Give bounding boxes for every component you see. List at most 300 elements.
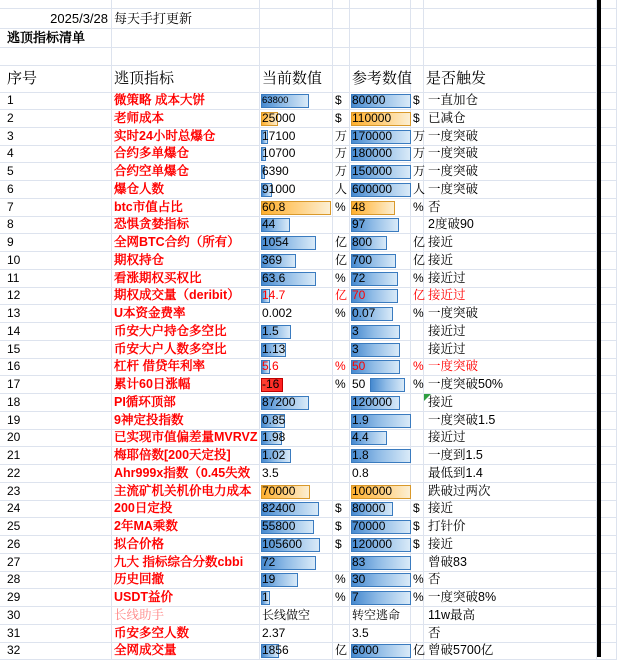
cell-current-value[interactable] — [260, 181, 333, 199]
cell-reference-value[interactable] — [350, 323, 411, 341]
cell-reference-value[interactable] — [350, 554, 411, 572]
cell-indicator-name[interactable] — [112, 110, 260, 128]
cell-current-value[interactable] — [260, 341, 333, 359]
cell-reference-value[interactable] — [350, 500, 411, 518]
cell-current-unit[interactable] — [333, 642, 350, 660]
blank-cell[interactable] — [350, 48, 411, 66]
cell-indicator-name[interactable] — [112, 625, 260, 643]
cell-index-text: 12 — [7, 288, 21, 303]
cell-reference-value[interactable] — [350, 341, 411, 359]
cell-indicator-name[interactable] — [112, 394, 260, 412]
cell-reference-unit[interactable] — [411, 554, 424, 572]
cell-trigger-status[interactable] — [424, 287, 597, 305]
cell-trigger-status[interactable] — [424, 145, 597, 163]
update-date-cell[interactable] — [0, 9, 112, 29]
cell-indicator-name[interactable] — [112, 234, 260, 252]
cell-current-value[interactable] — [260, 234, 333, 252]
cell-index[interactable] — [0, 500, 112, 518]
cell-reference-value[interactable] — [350, 394, 411, 412]
cell-indicator-name[interactable] — [112, 323, 260, 341]
cell-reference-value[interactable] — [350, 163, 411, 181]
cell-reference-value[interactable] — [350, 625, 411, 643]
cell-reference-value[interactable] — [350, 270, 411, 288]
cell-reference-unit[interactable] — [411, 252, 424, 270]
cell-indicator-name-text: 老师成本 — [114, 110, 165, 125]
table-row — [0, 358, 621, 376]
cell-current-value[interactable] — [260, 447, 333, 465]
blank-cell[interactable] — [333, 29, 350, 48]
cell-reference-value-text: 4.4 — [352, 430, 369, 445]
cell-current-value[interactable] — [260, 607, 333, 625]
cell-trigger-status[interactable] — [424, 199, 597, 217]
cell-reference-value[interactable] — [350, 358, 411, 376]
cell-trigger-status-text: 一度突破 — [428, 164, 479, 178]
cell-current-unit[interactable] — [333, 447, 350, 465]
cell-current-value[interactable] — [260, 412, 333, 430]
cell-current-value-text: 1 — [262, 590, 269, 604]
cell-trigger-status-text: 一度到1.5 — [428, 448, 483, 462]
cell-reference-unit[interactable] — [411, 305, 424, 323]
cell-reference-value[interactable] — [350, 571, 411, 589]
cell-trigger-status-text: 否 — [428, 625, 441, 640]
table-row — [0, 607, 621, 625]
cell-trigger-status[interactable] — [424, 358, 597, 376]
cell-index[interactable] — [0, 376, 112, 394]
cell-index[interactable] — [0, 554, 112, 572]
cell-reference-unit[interactable] — [411, 323, 424, 341]
cell-current-unit[interactable] — [333, 554, 350, 572]
cell-reference-unit-text: $ — [413, 519, 420, 533]
cell-reference-unit[interactable] — [411, 500, 424, 518]
cell-indicator-name[interactable] — [112, 571, 260, 589]
blank-cell[interactable] — [424, 9, 597, 29]
cell-indicator-name-text: 杠杆 借贷年利率 — [114, 359, 205, 374]
cell-current-value[interactable] — [260, 358, 333, 376]
cell-reference-value[interactable] — [350, 518, 411, 536]
cell-indicator-name[interactable] — [112, 145, 260, 163]
cell-reference-value-text: 80000 — [352, 501, 386, 516]
cell-reference-unit[interactable] — [411, 270, 424, 288]
cell-reference-unit[interactable] — [411, 465, 424, 483]
cell-trigger-status[interactable] — [424, 234, 597, 252]
cell-trigger-status-text: 接近 — [428, 501, 454, 516]
blank-cell[interactable] — [424, 0, 597, 9]
cell-indicator-name[interactable] — [112, 412, 260, 430]
cell-trigger-status[interactable] — [424, 216, 597, 234]
cell-current-unit[interactable] — [333, 181, 350, 199]
cell-indicator-name[interactable] — [112, 518, 260, 536]
cell-current-value[interactable] — [260, 128, 333, 146]
cell-current-value[interactable] — [260, 625, 333, 643]
blank-cell[interactable] — [260, 29, 333, 48]
cell-current-value[interactable] — [260, 323, 333, 341]
cell-index-text: 10 — [7, 252, 21, 267]
cell-current-value[interactable] — [260, 500, 333, 518]
cell-index[interactable] — [0, 323, 112, 341]
cell-index-text: 27 — [7, 554, 21, 569]
cell-reference-unit[interactable] — [411, 110, 424, 128]
column-header-trigger[interactable] — [424, 66, 597, 93]
cell-reference-value[interactable] — [350, 92, 411, 110]
cell-current-value[interactable] — [260, 554, 333, 572]
cell-trigger-status[interactable] — [424, 181, 597, 199]
blank-row — [0, 48, 621, 66]
cell-trigger-status[interactable] — [424, 163, 597, 181]
cell-reference-unit[interactable] — [411, 536, 424, 554]
blank-cell[interactable] — [424, 29, 597, 48]
cell-reference-value[interactable] — [350, 483, 411, 501]
column-header-current[interactable] — [260, 66, 333, 93]
cell-reference-unit[interactable] — [411, 234, 424, 252]
cell-trigger-status[interactable] — [424, 607, 597, 625]
cell-current-unit[interactable] — [333, 607, 350, 625]
cell-current-value[interactable] — [260, 92, 333, 110]
cell-reference-value[interactable] — [350, 412, 411, 430]
cell-index[interactable] — [0, 305, 112, 323]
cell-indicator-name[interactable] — [112, 358, 260, 376]
cell-current-unit[interactable] — [333, 358, 350, 376]
cell-trigger-status[interactable] — [424, 554, 597, 572]
cell-index[interactable] — [0, 394, 112, 412]
table-row — [0, 110, 621, 128]
blank-cell[interactable] — [411, 48, 424, 66]
blank-cell[interactable] — [0, 0, 112, 9]
cell-index[interactable] — [0, 252, 112, 270]
cell-reference-unit[interactable] — [411, 92, 424, 110]
cell-current-value[interactable] — [260, 110, 333, 128]
cell-reference-value-text: 72 — [352, 270, 366, 285]
cell-reference-unit[interactable] — [411, 642, 424, 660]
cell-current-unit[interactable] — [333, 270, 350, 288]
cell-index[interactable] — [0, 447, 112, 465]
cell-current-unit[interactable] — [333, 145, 350, 163]
cell-trigger-status[interactable] — [424, 252, 597, 270]
cell-index[interactable] — [0, 128, 112, 146]
cell-indicator-name[interactable] — [112, 642, 260, 660]
cell-reference-value[interactable] — [350, 181, 411, 199]
cell-reference-value[interactable] — [350, 128, 411, 146]
cell-current-unit[interactable] — [333, 341, 350, 359]
blank-cell[interactable] — [333, 48, 350, 66]
cell-reference-unit[interactable] — [411, 607, 424, 625]
cell-indicator-name-text: 合约空单爆仓 — [114, 164, 190, 178]
cell-indicator-name[interactable] — [112, 483, 260, 501]
cell-current-unit[interactable] — [333, 323, 350, 341]
cell-index-text: 26 — [7, 536, 21, 551]
cell-current-unit-text: % — [335, 377, 346, 391]
cell-indicator-name[interactable] — [112, 287, 260, 305]
cell-index[interactable] — [0, 163, 112, 181]
cell-index[interactable] — [0, 145, 112, 163]
cell-current-value[interactable] — [260, 145, 333, 163]
cell-index[interactable] — [0, 216, 112, 234]
cell-reference-unit[interactable] — [411, 571, 424, 589]
cell-index[interactable] — [0, 234, 112, 252]
cell-reference-value[interactable] — [350, 216, 411, 234]
blank-cell[interactable] — [350, 0, 411, 9]
column-header-reference[interactable] — [350, 66, 411, 93]
blank-cell[interactable] — [260, 0, 333, 9]
cell-indicator-name[interactable] — [112, 128, 260, 146]
cell-indicator-name[interactable] — [112, 181, 260, 199]
blank-cell[interactable] — [424, 48, 597, 66]
cell-current-unit[interactable] — [333, 216, 350, 234]
update-note-cell[interactable] — [112, 9, 260, 29]
cell-reference-unit[interactable] — [411, 429, 424, 447]
cell-reference-unit[interactable] — [411, 181, 424, 199]
cell-trigger-status[interactable] — [424, 571, 597, 589]
cell-trigger-status[interactable] — [424, 110, 597, 128]
cell-reference-unit[interactable] — [411, 287, 424, 305]
cell-current-value[interactable] — [260, 216, 333, 234]
cell-current-value[interactable] — [260, 429, 333, 447]
cell-current-unit[interactable] — [333, 589, 350, 607]
blank-cell[interactable] — [411, 66, 424, 93]
blank-cell[interactable] — [112, 0, 260, 9]
cell-trigger-status[interactable] — [424, 465, 597, 483]
cell-reference-value[interactable] — [350, 110, 411, 128]
cell-indicator-name[interactable] — [112, 589, 260, 607]
cell-trigger-status[interactable] — [424, 270, 597, 288]
cell-reference-value[interactable] — [350, 447, 411, 465]
cell-index-text: 16 — [7, 359, 21, 374]
cell-current-value[interactable] — [260, 465, 333, 483]
cell-index[interactable] — [0, 465, 112, 483]
data-bar-blue — [370, 378, 405, 392]
cell-reference-value[interactable] — [350, 252, 411, 270]
cell-trigger-status[interactable] — [424, 341, 597, 359]
cell-indicator-name[interactable] — [112, 536, 260, 554]
cell-current-unit[interactable] — [333, 465, 350, 483]
cell-current-unit[interactable] — [333, 110, 350, 128]
cell-current-unit[interactable] — [333, 376, 350, 394]
cell-reference-unit[interactable] — [411, 376, 424, 394]
cell-current-unit[interactable] — [333, 199, 350, 217]
blank-cell[interactable] — [350, 9, 411, 29]
cell-current-unit[interactable] — [333, 234, 350, 252]
cell-reference-unit[interactable] — [411, 128, 424, 146]
cell-index[interactable] — [0, 181, 112, 199]
blank-cell[interactable] — [333, 66, 350, 93]
blank-cell[interactable] — [411, 29, 424, 48]
cell-indicator-name[interactable] — [112, 554, 260, 572]
cell-current-unit[interactable] — [333, 394, 350, 412]
cell-reference-value[interactable] — [350, 145, 411, 163]
cell-current-unit[interactable] — [333, 287, 350, 305]
cell-index[interactable] — [0, 483, 112, 501]
cell-trigger-status[interactable] — [424, 536, 597, 554]
cell-index[interactable] — [0, 92, 112, 110]
cell-reference-unit[interactable] — [411, 625, 424, 643]
cell-indicator-name[interactable] — [112, 305, 260, 323]
table-row — [0, 163, 621, 181]
cell-current-unit[interactable] — [333, 536, 350, 554]
cell-current-unit[interactable] — [333, 518, 350, 536]
cell-reference-unit-text: % — [413, 199, 424, 214]
cell-trigger-status[interactable] — [424, 92, 597, 110]
cell-index[interactable] — [0, 358, 112, 376]
blank-cell[interactable] — [333, 9, 350, 29]
cell-reference-value[interactable] — [350, 234, 411, 252]
table-row — [0, 376, 621, 394]
cell-reference-value-text: 0.8 — [352, 465, 369, 480]
blank-cell[interactable] — [0, 48, 112, 66]
column-header-indicator[interactable] — [112, 66, 260, 93]
cell-trigger-status[interactable] — [424, 394, 597, 412]
cell-index[interactable] — [0, 642, 112, 660]
cell-reference-unit[interactable] — [411, 216, 424, 234]
cell-reference-value[interactable] — [350, 465, 411, 483]
cell-current-value[interactable] — [260, 571, 333, 589]
cell-indicator-name[interactable] — [112, 447, 260, 465]
cell-indicator-name[interactable] — [112, 465, 260, 483]
cell-reference-unit[interactable] — [411, 394, 424, 412]
cell-indicator-name[interactable] — [112, 500, 260, 518]
cell-index[interactable] — [0, 429, 112, 447]
cell-indicator-name[interactable] — [112, 252, 260, 270]
cell-trigger-status[interactable] — [424, 429, 597, 447]
cell-current-value[interactable] — [260, 163, 333, 181]
cell-trigger-status[interactable] — [424, 483, 597, 501]
cell-current-unit[interactable] — [333, 483, 350, 501]
cell-trigger-status[interactable] — [424, 589, 597, 607]
cell-index[interactable] — [0, 571, 112, 589]
cell-indicator-name[interactable] — [112, 607, 260, 625]
cell-index[interactable] — [0, 412, 112, 430]
cell-index[interactable] — [0, 110, 112, 128]
blank-cell[interactable] — [112, 48, 260, 66]
cell-current-unit[interactable] — [333, 625, 350, 643]
cell-current-unit[interactable] — [333, 412, 350, 430]
cell-current-unit[interactable] — [333, 429, 350, 447]
cell-index[interactable] — [0, 518, 112, 536]
cell-current-value[interactable] — [260, 394, 333, 412]
cell-current-value-text: 369 — [262, 252, 283, 267]
cell-reference-unit[interactable] — [411, 163, 424, 181]
cell-indicator-name[interactable] — [112, 429, 260, 447]
cell-trigger-status[interactable] — [424, 305, 597, 323]
cell-reference-value-text: 70 — [352, 288, 366, 303]
cell-current-value[interactable] — [260, 199, 333, 217]
cell-current-unit[interactable] — [333, 252, 350, 270]
cell-reference-value[interactable] — [350, 429, 411, 447]
cell-reference-value[interactable] — [350, 287, 411, 305]
cell-reference-value[interactable] — [350, 642, 411, 660]
cell-index-text: 13 — [7, 306, 21, 320]
cell-current-value[interactable] — [260, 305, 333, 323]
table-row — [0, 287, 621, 305]
cell-reference-unit[interactable] — [411, 589, 424, 607]
cell-indicator-name[interactable] — [112, 376, 260, 394]
cell-index[interactable] — [0, 589, 112, 607]
cell-trigger-status[interactable] — [424, 323, 597, 341]
cell-reference-unit[interactable] — [411, 447, 424, 465]
table-row — [0, 145, 621, 163]
cell-current-value[interactable] — [260, 536, 333, 554]
cell-trigger-status[interactable] — [424, 518, 597, 536]
cell-reference-unit[interactable] — [411, 341, 424, 359]
cell-indicator-name[interactable] — [112, 341, 260, 359]
blank-cell[interactable] — [260, 9, 333, 29]
cell-reference-unit[interactable] — [411, 518, 424, 536]
blank-cell[interactable] — [411, 9, 424, 29]
cell-trigger-status[interactable] — [424, 625, 597, 643]
cell-trigger-status[interactable] — [424, 447, 597, 465]
cell-reference-value[interactable] — [350, 376, 411, 394]
cell-reference-unit[interactable] — [411, 483, 424, 501]
cell-current-value[interactable] — [260, 287, 333, 305]
cell-trigger-status[interactable] — [424, 376, 597, 394]
cell-index[interactable] — [0, 536, 112, 554]
cell-indicator-name[interactable] — [112, 216, 260, 234]
cell-reference-value[interactable] — [350, 305, 411, 323]
cell-current-unit[interactable] — [333, 305, 350, 323]
cell-current-unit[interactable] — [333, 163, 350, 181]
cell-indicator-name-text: 九大 指标综合分数cbbi — [114, 554, 244, 569]
cell-index[interactable] — [0, 199, 112, 217]
cell-reference-value[interactable] — [350, 199, 411, 217]
blank-cell[interactable] — [260, 48, 333, 66]
cell-reference-value-text: 0.07 — [352, 306, 376, 320]
cell-index[interactable] — [0, 341, 112, 359]
cell-current-value[interactable] — [260, 518, 333, 536]
cell-reference-value[interactable] — [350, 589, 411, 607]
blank-cell[interactable] — [350, 29, 411, 48]
cell-current-value[interactable] — [260, 589, 333, 607]
blank-cell[interactable] — [333, 0, 350, 9]
table-row — [0, 465, 621, 483]
list-title-cell[interactable] — [0, 29, 112, 48]
cell-trigger-status[interactable] — [424, 642, 597, 660]
column-header-index[interactable] — [0, 66, 112, 93]
cell-current-unit[interactable] — [333, 500, 350, 518]
cell-trigger-status[interactable] — [424, 500, 597, 518]
cell-index[interactable] — [0, 287, 112, 305]
cell-indicator-name[interactable] — [112, 163, 260, 181]
cell-current-unit[interactable] — [333, 571, 350, 589]
column-header-label: 当前数值 — [262, 70, 323, 87]
cell-current-value[interactable] — [260, 252, 333, 270]
cell-trigger-status[interactable] — [424, 412, 597, 430]
cell-reference-value[interactable] — [350, 607, 411, 625]
cell-current-value[interactable] — [260, 483, 333, 501]
cell-current-unit[interactable] — [333, 92, 350, 110]
cell-current-value[interactable] — [260, 642, 333, 660]
cell-current-value[interactable] — [260, 270, 333, 288]
cell-reference-unit[interactable] — [411, 145, 424, 163]
table-row — [0, 216, 621, 234]
cell-indicator-name[interactable] — [112, 270, 260, 288]
cell-indicator-name[interactable] — [112, 92, 260, 110]
blank-cell[interactable] — [112, 29, 260, 48]
cell-reference-unit[interactable] — [411, 412, 424, 430]
cell-current-value-text: 72 — [262, 554, 276, 569]
cell-index[interactable] — [0, 625, 112, 643]
cell-index[interactable] — [0, 607, 112, 625]
cell-current-value[interactable] — [260, 376, 333, 394]
cell-index[interactable] — [0, 270, 112, 288]
cell-reference-unit[interactable] — [411, 199, 424, 217]
cell-current-value-text: 25000 — [262, 110, 296, 125]
cell-trigger-status-text: 一度突破 — [428, 181, 479, 196]
cell-current-unit[interactable] — [333, 128, 350, 146]
blank-cell[interactable] — [411, 0, 424, 9]
cell-indicator-name[interactable] — [112, 199, 260, 217]
cell-reference-unit[interactable] — [411, 358, 424, 376]
table-row — [0, 429, 621, 447]
cell-trigger-status[interactable] — [424, 128, 597, 146]
cell-reference-value[interactable] — [350, 536, 411, 554]
